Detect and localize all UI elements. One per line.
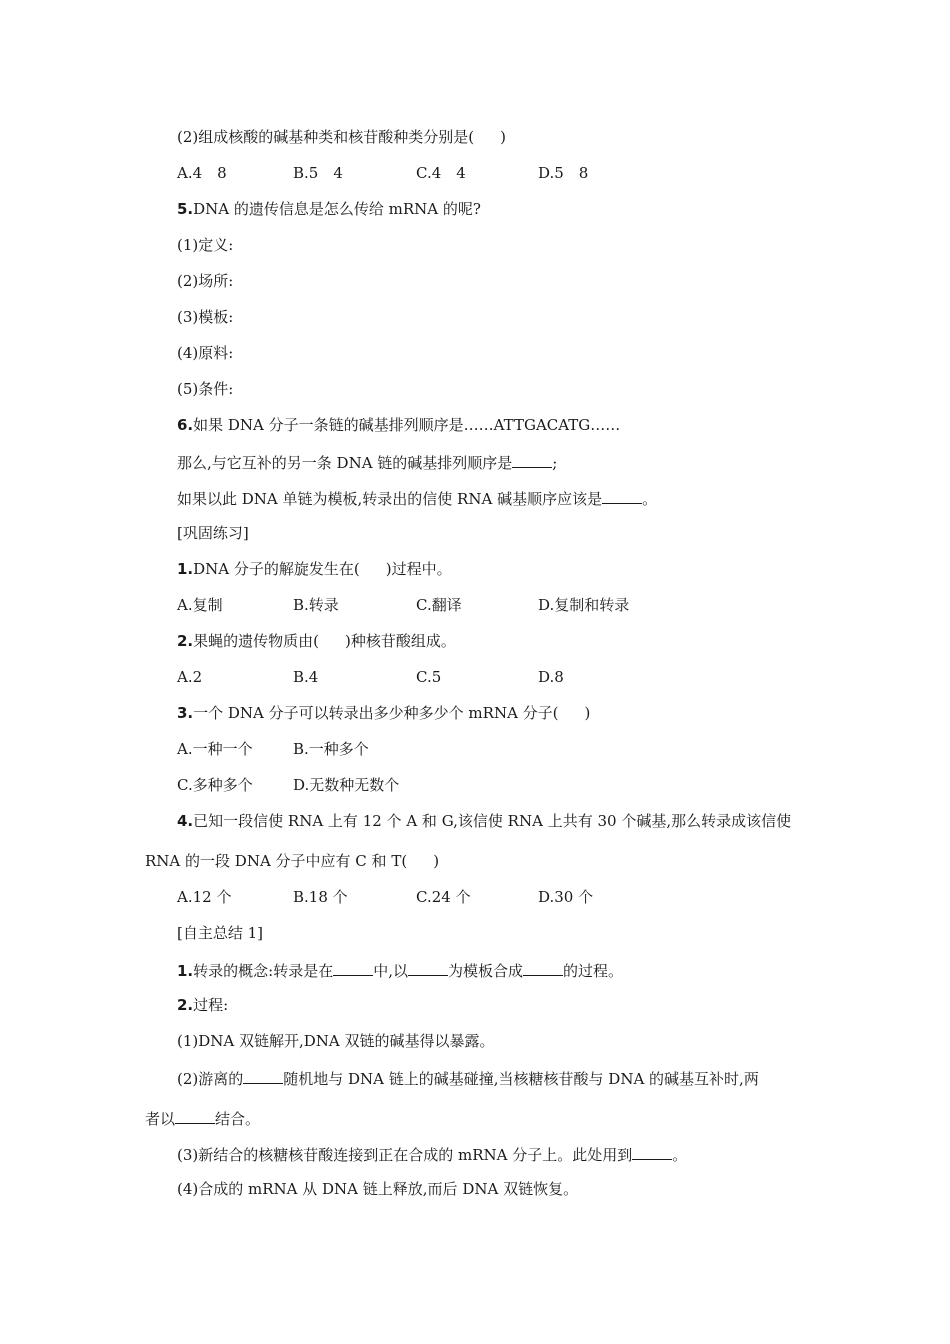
question-number: 4.: [177, 812, 194, 830]
question-number: 2.: [177, 632, 194, 650]
summary-2-step-1: (1)DNA 双链解开,DNA 双链的碱基得以暴露。: [177, 1032, 495, 1050]
summary-1-concept: 1.转录的概念:转录是在 中,以 为模板合成 的过程。: [177, 959, 623, 981]
fill-blank[interactable]: [512, 451, 552, 468]
fill-blank[interactable]: [243, 1067, 283, 1084]
option-a: A.一种一个: [177, 740, 253, 758]
question-5-item-material: (4)原料:: [177, 344, 234, 362]
option-d: D.无数种无数个: [293, 776, 400, 794]
option-a: A.复制: [177, 596, 223, 614]
option-d: D.复制和转录: [538, 596, 630, 614]
fill-blank[interactable]: [408, 959, 448, 976]
option-c: C.多种多个: [177, 776, 253, 794]
question-6-line-2: 那么,与它互补的另一条 DNA 链的碱基排列顺序是 ;: [177, 451, 557, 473]
option-c: C.翻译: [416, 596, 462, 614]
question-5-item-definition: (1)定义:: [177, 236, 234, 254]
option-b: B.4: [293, 668, 319, 686]
summary-2-step-4: (4)合成的 mRNA 从 DNA 链上释放,而后 DNA 双链恢复。: [177, 1180, 579, 1198]
question-6-line-3: 如果以此 DNA 单链为模板,转录出的信使 RNA 碱基顺序应该是 。: [177, 487, 657, 509]
fill-blank[interactable]: [175, 1107, 215, 1124]
option-d: D.8: [538, 668, 564, 686]
question-number: 1.: [177, 962, 194, 980]
fill-blank[interactable]: [602, 487, 642, 504]
question-6-stem: 6.如果 DNA 分子一条链的碱基排列顺序是……ATTGACATG……: [177, 416, 621, 434]
question-5-item-template: (3)模板:: [177, 308, 234, 326]
question-number: 5.: [177, 200, 194, 218]
option-d: D.30 个: [538, 888, 594, 906]
practice-2-stem: 2.果蝇的遗传物质由( )种核苷酸组成。: [177, 632, 456, 650]
section-practice-title: [巩固练习]: [177, 524, 249, 542]
question-5-item-conditions: (5)条件:: [177, 380, 234, 398]
summary-2-step-2-line-2: 者以 结合。: [145, 1107, 260, 1129]
option-b: B.转录: [293, 596, 339, 614]
practice-4-stem-line-1: 4.已知一段信使 RNA 上有 12 个 A 和 G,该信使 RNA 上共有 30 个碱基,那么转录成该信使: [177, 812, 792, 830]
fill-blank[interactable]: [523, 959, 563, 976]
question-4-2-stem: (2)组成核酸的碱基种类和核苷酸种类分别是( ): [177, 128, 506, 146]
summary-2-step-3: (3)新结合的核糖核苷酸连接到正在合成的 mRNA 分子上。此处用到 。: [177, 1143, 687, 1165]
option-a: A.2: [177, 668, 203, 686]
practice-1-stem: 1.DNA 分子的解旋发生在( )过程中。: [177, 560, 452, 578]
question-number: 3.: [177, 704, 194, 722]
practice-3-stem: 3.一个 DNA 分子可以转录出多少种多少个 mRNA 分子( ): [177, 704, 591, 722]
question-number: 1.: [177, 560, 194, 578]
option-c: C.24 个: [416, 888, 471, 906]
option-c: C.4 4: [416, 164, 466, 182]
option-a: A.12 个: [177, 888, 232, 906]
fill-blank[interactable]: [333, 959, 373, 976]
fill-blank[interactable]: [632, 1143, 672, 1160]
option-b: B.一种多个: [293, 740, 369, 758]
summary-2-step-2: (2)游离的 随机地与 DNA 链上的碱基碰撞,当核糖核苷酸与 DNA 的碱基互补时,两: [177, 1067, 759, 1089]
practice-4-stem-line-2: RNA 的一段 DNA 分子中应有 C 和 T( ): [145, 852, 440, 870]
question-number: 6.: [177, 416, 194, 434]
option-a: A.4 8: [177, 164, 227, 182]
section-summary-title: [自主总结 1]: [177, 924, 264, 942]
summary-2-title: 2.过程:: [177, 996, 229, 1014]
question-5-stem: 5.DNA 的遗传信息是怎么传给 mRNA 的呢?: [177, 200, 481, 218]
option-b: B.5 4: [293, 164, 343, 182]
option-b: B.18 个: [293, 888, 348, 906]
option-d: D.5 8: [538, 164, 589, 182]
question-5-item-location: (2)场所:: [177, 272, 234, 290]
option-c: C.5: [416, 668, 442, 686]
question-number: 2.: [177, 996, 194, 1014]
